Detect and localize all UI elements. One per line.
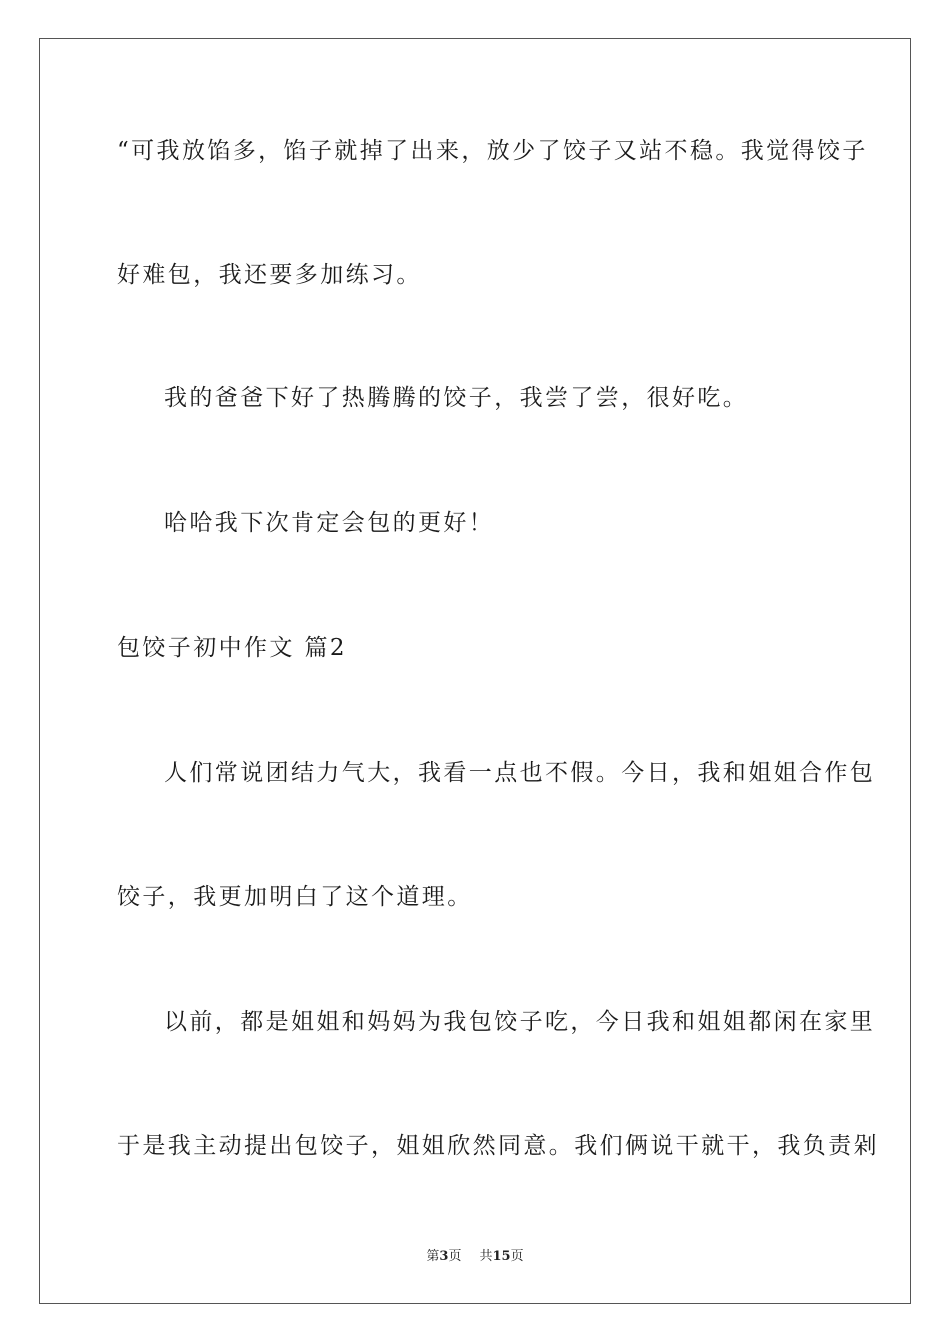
section-heading: 包饺子初中作文 篇2 bbox=[117, 635, 347, 661]
paragraph-line: 哈哈我下次肯定会包的更好！ bbox=[164, 510, 495, 536]
paragraph-line: 饺子，我更加明白了这个道理。 bbox=[117, 884, 473, 910]
page-suffix: 页 bbox=[448, 1249, 462, 1264]
total-prefix: 共 bbox=[479, 1249, 493, 1264]
total-suffix: 页 bbox=[510, 1249, 524, 1264]
paragraph-line: “可我放馅多，馅子就掉了出来，放少了饺子又站不稳。我觉得饺子 bbox=[117, 138, 868, 164]
paragraph-line: 人们常说团结力气大，我看一点也不假。今日，我和姐姐合作包 bbox=[164, 760, 876, 786]
page-border bbox=[39, 38, 911, 1304]
total-pages: 15 bbox=[492, 1249, 511, 1264]
page-footer bbox=[0, 1249, 950, 1265]
page-prefix: 第 bbox=[426, 1249, 440, 1264]
paragraph-line: 好难包，我还要多加练习。 bbox=[117, 262, 422, 288]
page-number: 3 bbox=[439, 1249, 449, 1264]
paragraph-line: 以前，都是姐姐和妈妈为我包饺子吃，今日我和姐姐都闲在家里 bbox=[164, 1009, 876, 1035]
paragraph-line: 于是我主动提出包饺子，姐姐欣然同意。我们俩说干就干，我负责剁 bbox=[117, 1133, 879, 1159]
paragraph-line: 我的爸爸下好了热腾腾的饺子，我尝了尝，很好吃。 bbox=[164, 385, 749, 411]
